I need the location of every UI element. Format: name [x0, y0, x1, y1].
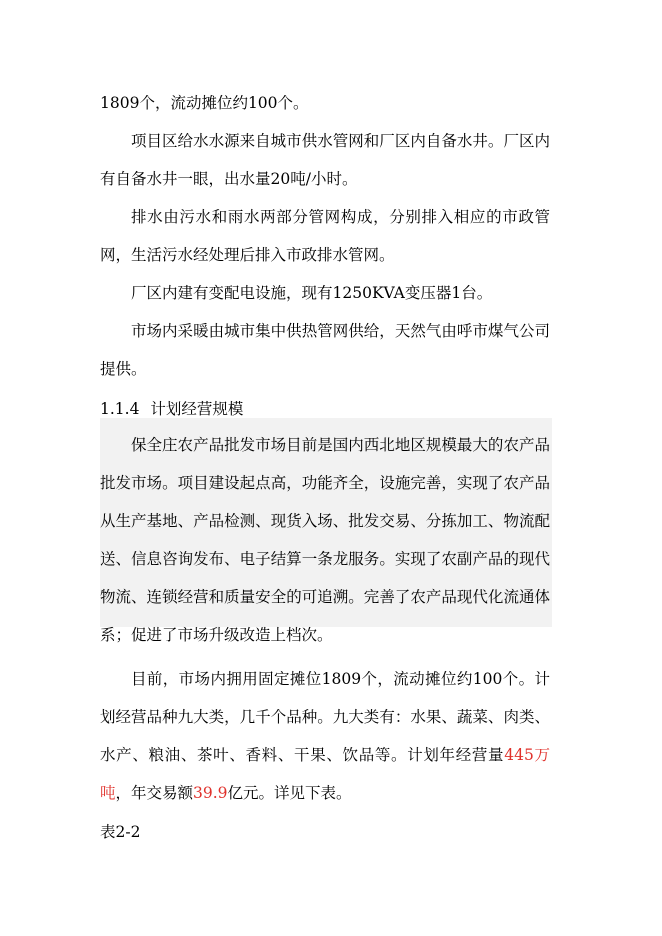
- paragraph-stall-count: 1809个，流动摊位约100个。: [100, 94, 309, 112]
- paragraph-heating: 市场内采暖由城市集中供热管网供给，天然气由呼市煤气公司提供。: [100, 322, 550, 378]
- paragraph-power: 厂区内建有变配电设施，现有1250KVA变压器1台。: [131, 284, 493, 302]
- section-number: 1.1.4: [100, 400, 140, 418]
- paragraph-drainage: 排水由污水和雨水两部分管网构成，分别排入相应的市政管网，生活污水经处理后排入市政排水管网。: [100, 208, 550, 264]
- table-label: 表2-2: [100, 823, 141, 841]
- paragraph-water-supply: 项目区给水水源来自城市供水管网和厂区内自备水井。厂区内有自备水井一眼，出水量20吨/小时。: [100, 132, 550, 188]
- annual-turnover-value: 39.9: [193, 784, 228, 802]
- paragraph-market-overview: 保全庄农产品批发市场目前是国内西北地区规模最大的农产品批发市场。项目建设起点高，功能齐全，设施完善，实现了农产品从生产基地、产品检测、现货入场、批发交易、分拣加工、物流配送、信息咨询发布、电子结算一条龙服务。实现了农副产品的现代物流、连锁经营和质量安全的可追溯。完善了农产品现代化流通体系；促进了市场升级改造上档次。: [100, 436, 550, 644]
- section-title: 计划经营规模: [150, 400, 244, 418]
- scale-text-after: 亿元。详见下表。: [227, 784, 352, 802]
- scale-text-before: 目前，市场内拥用固定摊位1809个，流动摊位约100个。计划经营品种九大类，几千个品种。九大类有：水果、蔬菜、肉类、水产、粮油、茶叶、香料、干果、饮品等。计划年经营量: [100, 670, 550, 764]
- annual-volume-value: 445万吨: [100, 746, 550, 802]
- scale-text-middle: ，年交易额: [115, 784, 194, 802]
- paragraph-operating-scale: [100, 660, 550, 812]
